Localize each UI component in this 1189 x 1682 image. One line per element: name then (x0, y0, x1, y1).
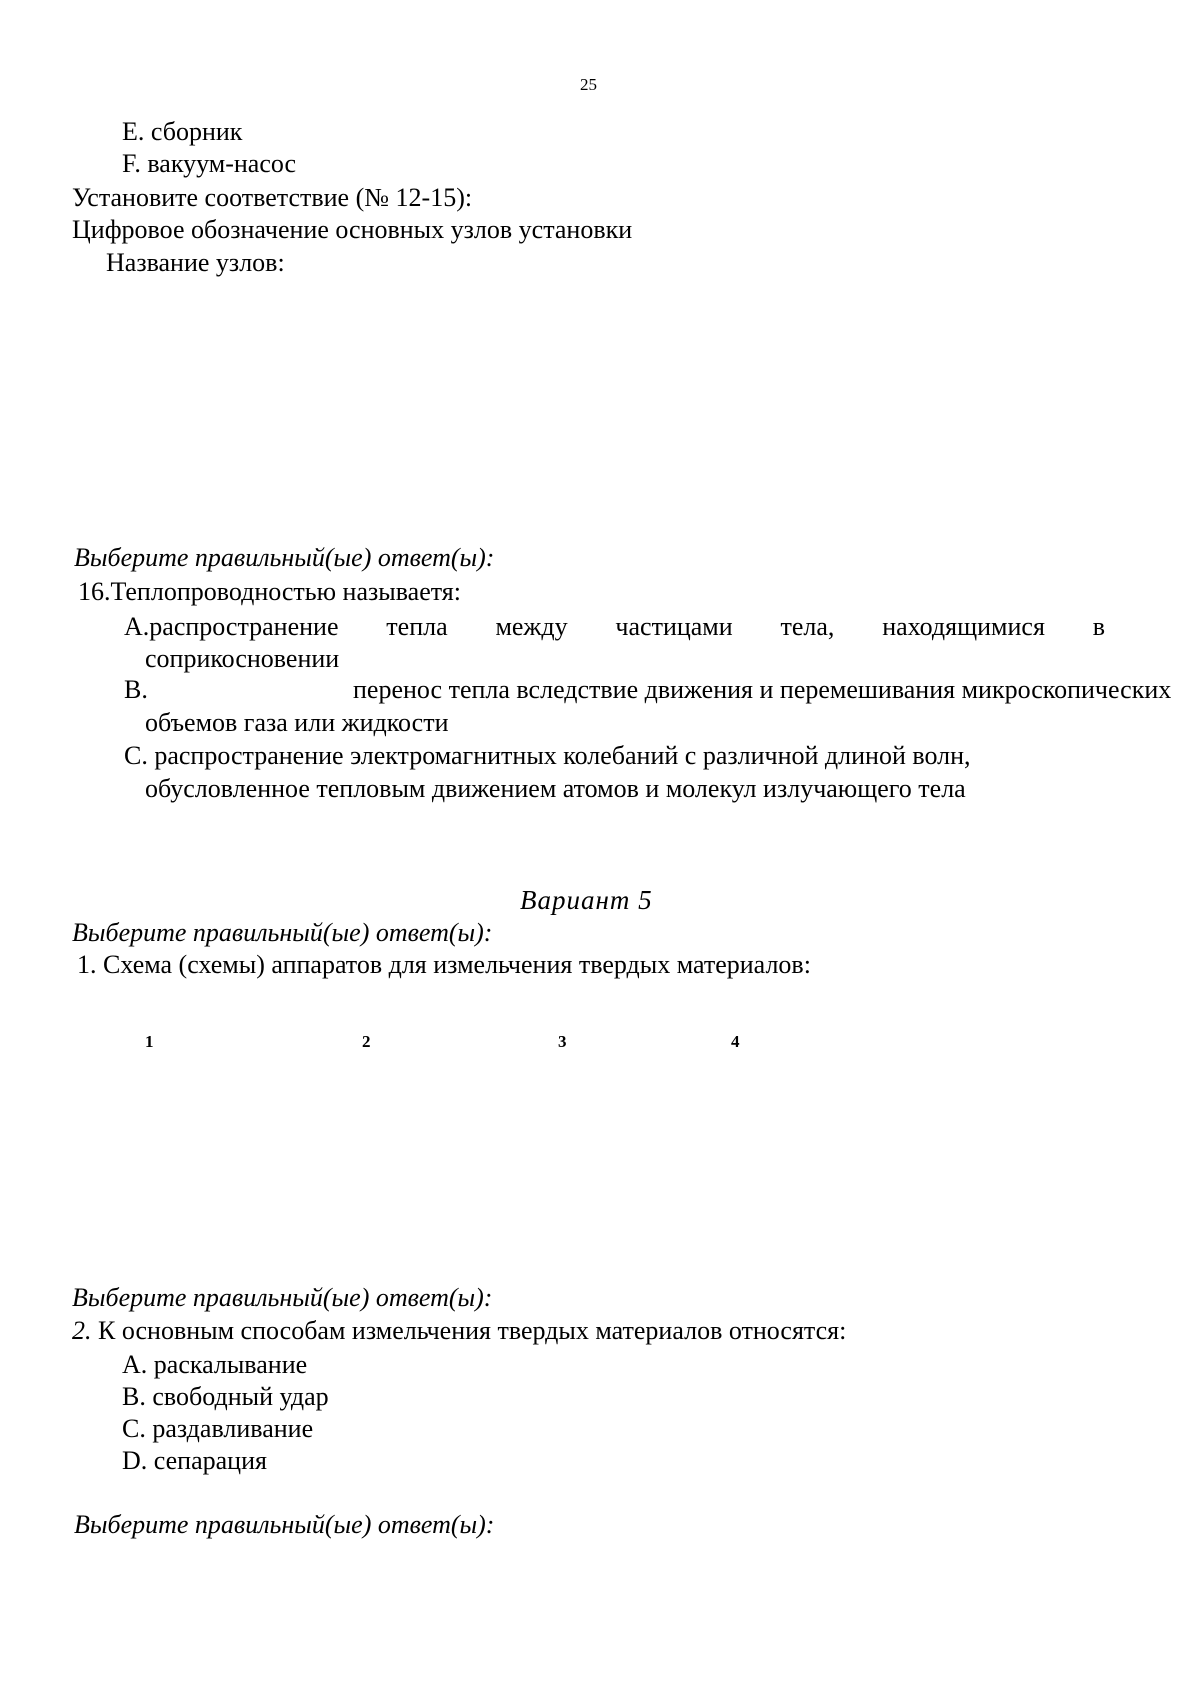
question-2-option-c: C. раздавливание (122, 1414, 314, 1443)
matching-right-column-title: Название узлов: (106, 248, 285, 277)
question-2-option-b: B. свободный удар (122, 1382, 329, 1411)
question-16-option-c-line1: C. распространение электромагнитных колебаний с различной длиной волн, (124, 741, 971, 770)
option-a-word: находящимися (882, 612, 1045, 641)
option-a-word: между (495, 612, 568, 641)
question-2-option-a: A. раскалывание (122, 1350, 308, 1379)
choose-answer-prompt: Выберите правильный(ые) ответ(ы): (74, 543, 495, 572)
question-2-body: К основным способам измельчения твердых материалов относятся: (91, 1316, 847, 1345)
option-a-word: тела, (780, 612, 835, 641)
choose-answer-prompt: Выберите правильный(ые) ответ(ы): (74, 1510, 495, 1539)
figure-label-2: 2 (362, 1032, 371, 1051)
option-a-word: в (1092, 612, 1105, 641)
figure-label-3: 3 (558, 1032, 567, 1051)
figure-label-1: 1 (145, 1032, 154, 1051)
question-16-option-b-line1: перенос тепла вследствие движения и перемешивания микроскопических (353, 675, 1172, 704)
choose-answer-prompt: Выберите правильный(ые) ответ(ы): (72, 918, 493, 947)
figure-label-4: 4 (731, 1032, 740, 1051)
question-2-option-d: D. сепарация (122, 1446, 267, 1475)
option-f-vacuum-pump: F. вакуум-насос (122, 149, 297, 178)
question-16-option-b-line2: объемов газа или жидкости (145, 708, 449, 737)
choose-answer-prompt: Выберите правильный(ые) ответ(ы): (72, 1283, 493, 1312)
question-16-option-a (124, 612, 1105, 642)
option-a-word: A.распространение (124, 612, 339, 641)
question-2-number: 2. (72, 1316, 92, 1345)
option-a-word: тепла (386, 612, 448, 641)
page-number: 25 (580, 75, 597, 94)
option-e-collector: E. сборник (122, 117, 243, 146)
matching-instruction: Установите соответствие (№ 12-15): (72, 183, 473, 212)
variant-title: Вариант 5 (520, 885, 653, 915)
option-a-word: частицами (615, 612, 733, 641)
question-16-option-b-letter: B. (124, 675, 148, 704)
matching-left-column-title: Цифровое обозначение основных узлов установки (72, 215, 633, 244)
question-16-text: 16.Теплопроводностью называетя: (78, 577, 461, 606)
question-16-option-a-line2: соприкосновении (145, 644, 340, 673)
question-16-option-c-line2: обусловленное тепловым движением атомов и молекул излучающего тела (145, 774, 966, 803)
question-1-text: 1. Схема (схемы) аппаратов для измельчения твердых материалов: (77, 950, 811, 979)
question-2-text (72, 1316, 846, 1346)
